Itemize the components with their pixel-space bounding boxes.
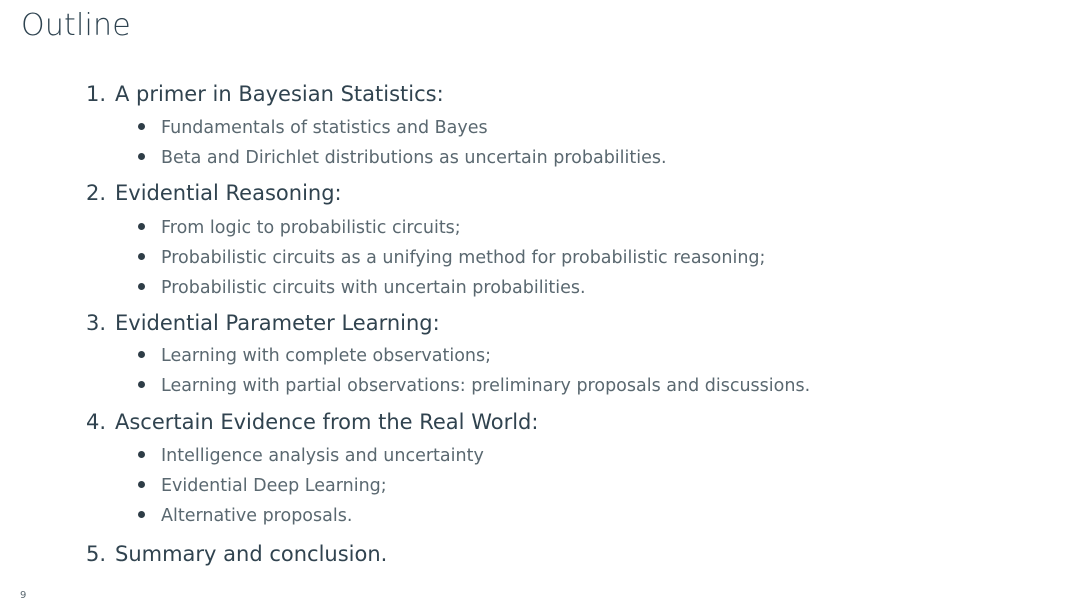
- bullet-icon: [138, 123, 145, 130]
- slide-title: Outline: [21, 8, 131, 43]
- outline-item-text: Probabilistic circuits as a unifying method for probabilistic reasoning;: [161, 248, 766, 268]
- section-title: Evidential Reasoning:: [115, 181, 342, 205]
- outline-item: [138, 446, 484, 466]
- section-number: 1.: [86, 82, 107, 106]
- outline-item: [138, 278, 586, 298]
- outline-item-text: Fundamentals of statistics and Bayes: [161, 118, 488, 138]
- outline-item: [138, 148, 667, 168]
- bullet-icon: [138, 451, 145, 458]
- section-title: Evidential Parameter Learning:: [115, 311, 440, 335]
- page-number: 9: [20, 590, 27, 601]
- outline-item-text: From logic to probabilistic circuits;: [161, 218, 461, 238]
- outline-section-1: [86, 82, 444, 106]
- section-title: Summary and conclusion.: [115, 542, 388, 566]
- bullet-icon: [138, 283, 145, 290]
- outline-item: [138, 506, 352, 526]
- outline-item-text: Beta and Dirichlet distributions as uncertain probabilities.: [161, 148, 667, 168]
- outline-section-4: [86, 410, 538, 434]
- outline-item-text: Alternative proposals.: [161, 506, 353, 526]
- outline-section-2: [86, 181, 342, 205]
- outline-item: [138, 118, 488, 138]
- section-number: 5.: [86, 542, 107, 566]
- section-title: A primer in Bayesian Statistics:: [115, 82, 444, 106]
- bullet-icon: [138, 481, 145, 488]
- bullet-icon: [138, 381, 145, 388]
- outline-item-text: Learning with complete observations;: [161, 346, 492, 366]
- bullet-icon: [138, 223, 145, 230]
- outline-item: [138, 248, 765, 268]
- outline-item-text: Intelligence analysis and uncertainty: [161, 446, 484, 466]
- outline-item: [138, 376, 810, 396]
- bullet-icon: [138, 351, 145, 358]
- section-title: Ascertain Evidence from the Real World:: [115, 410, 539, 434]
- outline-item: [138, 346, 491, 366]
- bullet-icon: [138, 153, 145, 160]
- outline-item: [138, 218, 461, 238]
- outline-item-text: Probabilistic circuits with uncertain probabilities.: [161, 278, 586, 298]
- section-number: 3.: [86, 311, 107, 335]
- outline-item-text: Evidential Deep Learning;: [161, 476, 387, 496]
- section-number: 2.: [86, 181, 107, 205]
- outline-item: [138, 476, 387, 496]
- bullet-icon: [138, 511, 145, 518]
- outline-section-5: [86, 542, 387, 566]
- outline-item-text: Learning with partial observations: preliminary proposals and discussions.: [161, 376, 811, 396]
- section-number: 4.: [86, 410, 107, 434]
- bullet-icon: [138, 253, 145, 260]
- outline-section-3: [86, 311, 440, 335]
